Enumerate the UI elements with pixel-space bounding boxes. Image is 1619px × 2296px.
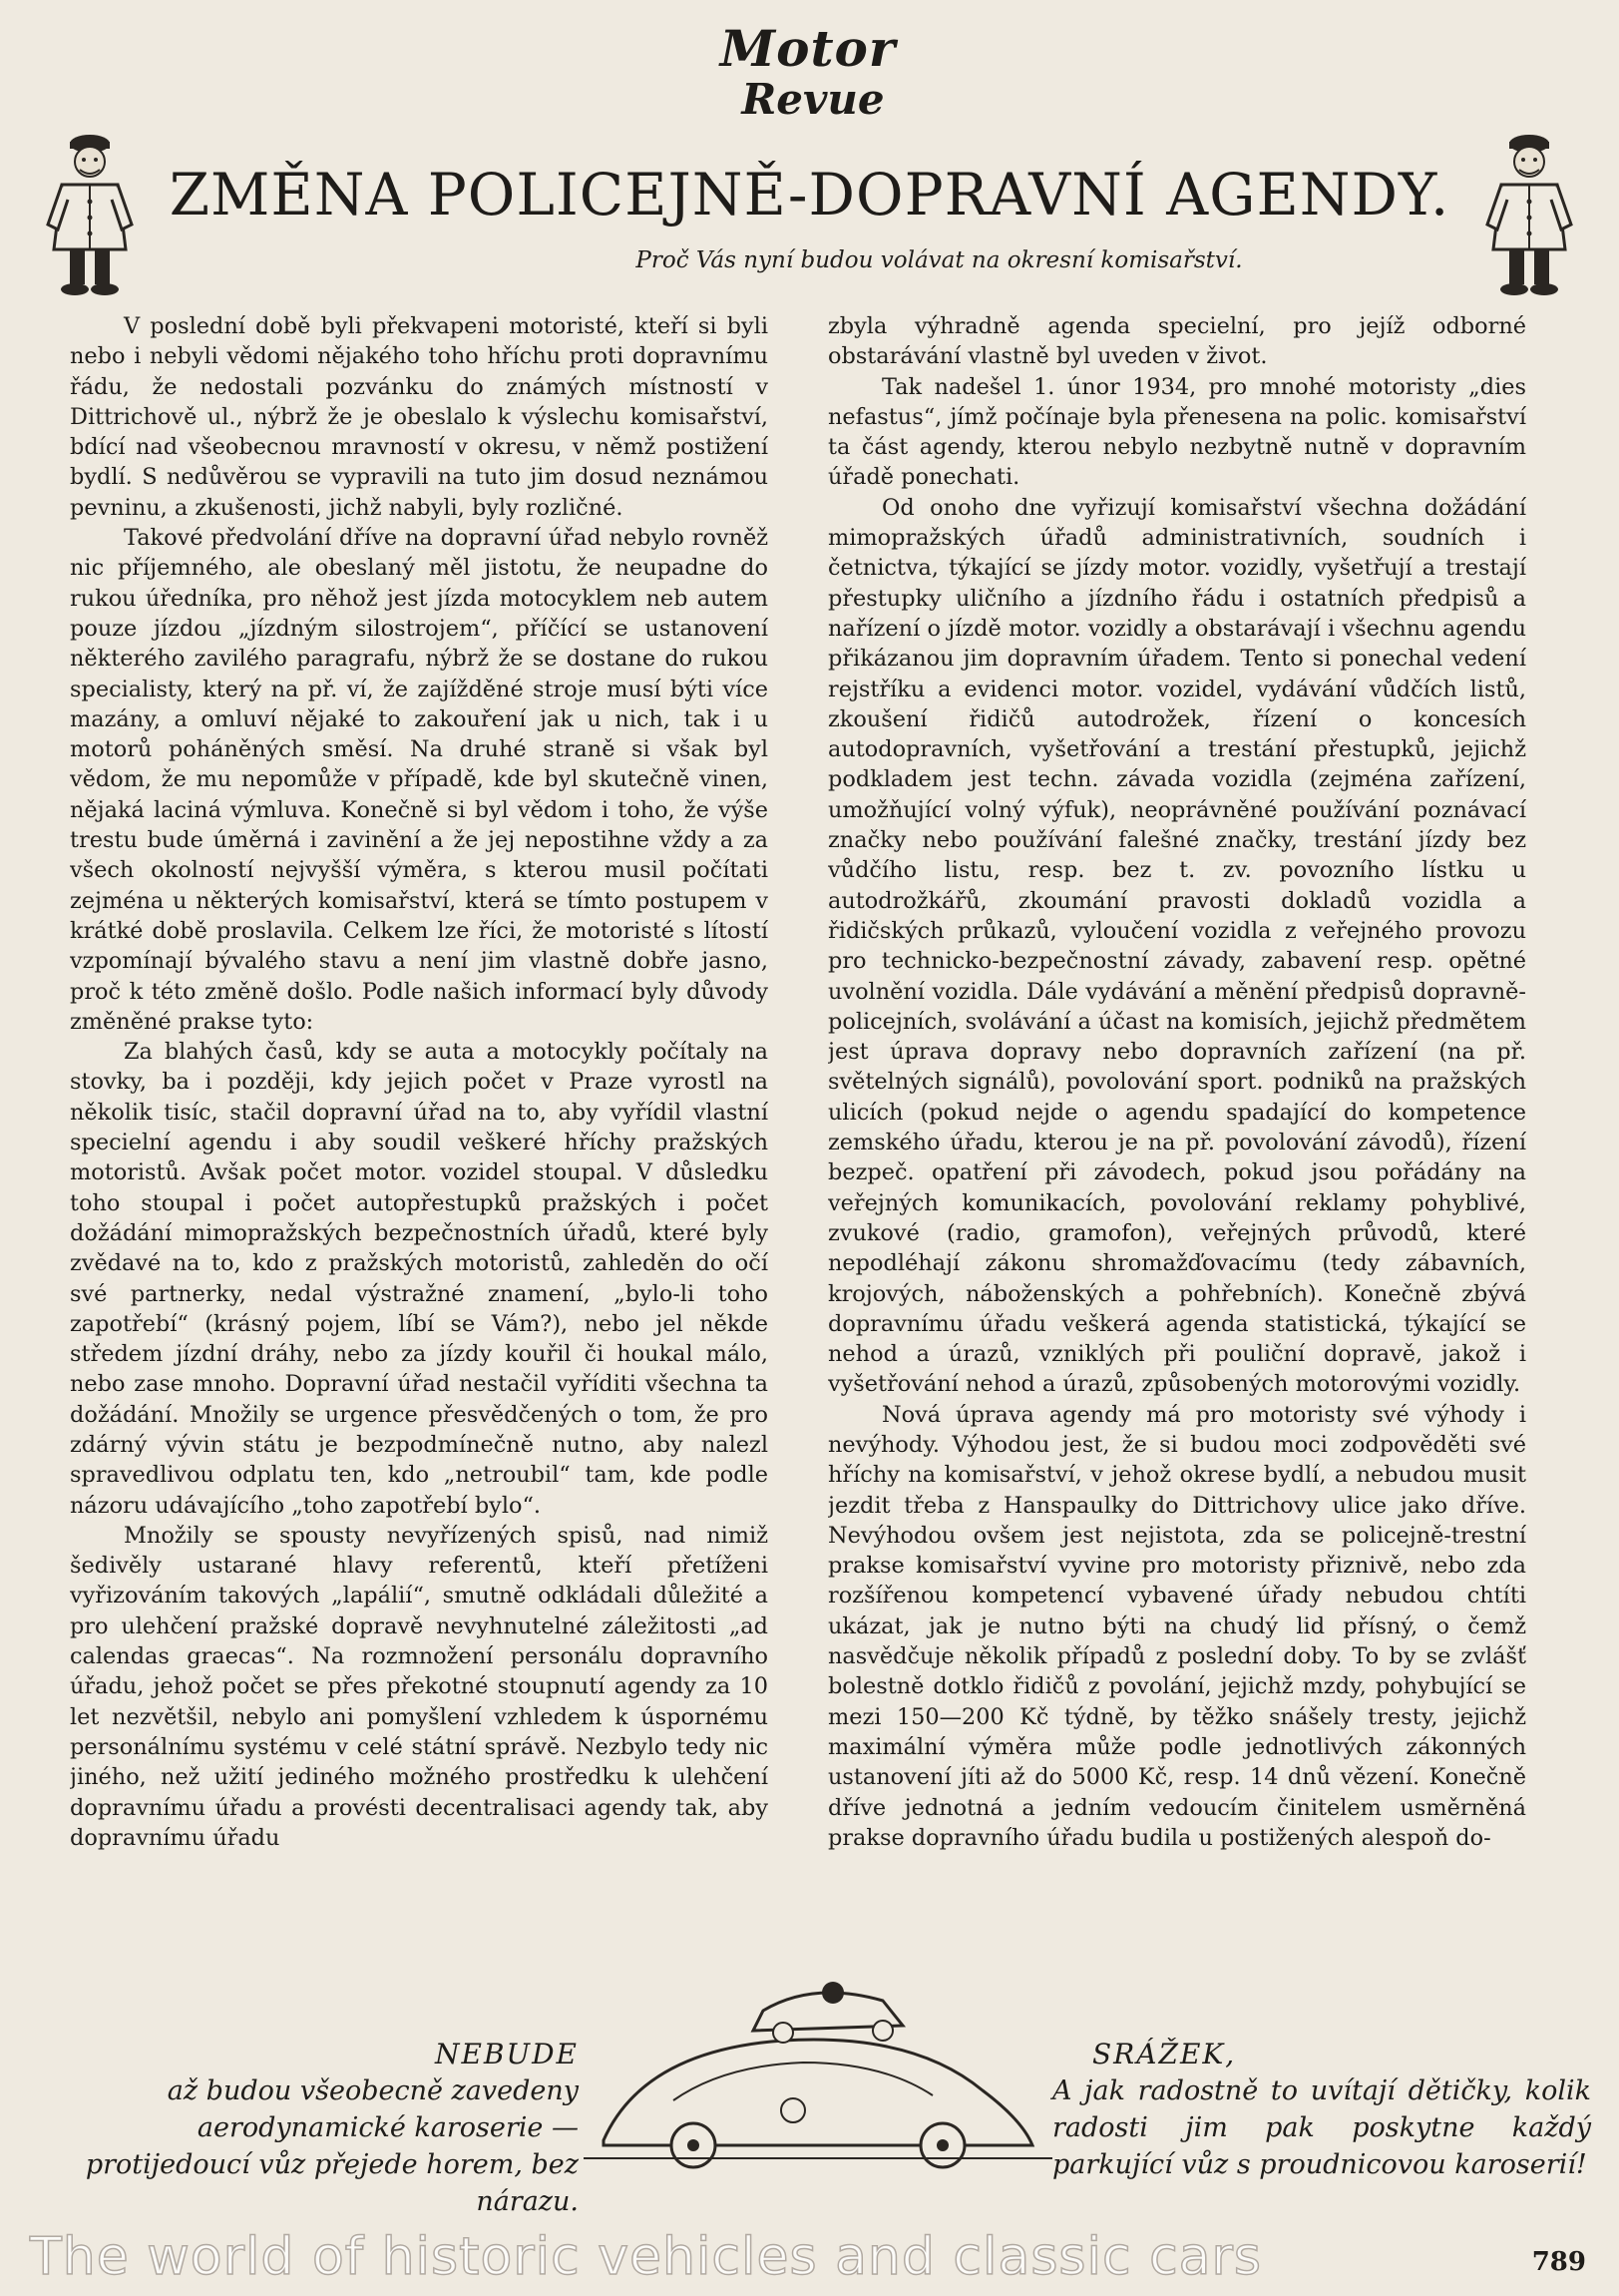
paragraph: zbyla výhradně agenda specielní, pro jejíž odborné obstarávání vlastně byl uveden v život. <box>828 313 1526 370</box>
paragraph: Tak nadešel 1. únor 1934, pro mnohé motoristy „dies nefastus“, jímž počínaje byla přenesena na polic. komisařství ta část agendy, kterou nebylo nezbytně nutně v dopravním úřadě ponechati. <box>828 373 1526 491</box>
logo-line-2: Revue <box>741 75 885 124</box>
website-watermark: The world of historic vehicles and classic cars <box>30 2227 1263 2287</box>
paragraph: Nová úprava agendy má pro motoristy své výhody i nevýhody. Výhodou jest, že si budou moci zodpověděti své hříchy na komisařství, v jehož okrese bydlí, a nebudou musit jezdit třeba z Hanspaulky do Dittrichovy ulice jako dříve. Nevýhodou ovšem jest nejistota, zda se policejně-trestní prakse komisařství vyvine pro motoristy přiznivě, nebo zda rozšířenou kompetencí vybavené úřady nebudou chtíti ukázat, jak je nutno býti na chudý lid přísný, o čemž nasvědčuje několik případů z poslední doby. To by se zvlášť bolestně dotklo řidičů z povolání, jejichž mzdy, pohybující se mezi 150—200 Kč týdně, by těžko snášely tresty, jejichž maximální výměra může podle jednotlivých zákonných ustanovení jíti až do 5000 Kč, resp. 14 dnů vězení. Konečně dříve jednotná a jedním vedoucím činitelem usměrněná prakse dopravního úřadu budila u postižených alespoň do- <box>828 1401 1526 1851</box>
paragraph: Takové předvolání dříve na dopravní úřad nebylo rovněž nic příjemného, ale obeslaný měl jistotu, že neupadne do rukou úředníka, pro něhož jest jízda motocyklem neb autem pouze jízdou „jízdným silostrojem“, příčící se ustanovení některého zavilého paragrafu, nýbrž že se dostane do rukou specialisty, který na př. ví, že zajížděné stroje musí býti více mazány, a omluví nějaké to zakouření jak u nich, tak i u motorů poháněných směsí. Na druhé straně si však byl vědom, že mu nepomůže v případě, kde byl skutečně vinen, nějaká laciná výmluva. Konečně si byl vědom i toho, že výše trestu bude úměrná i zavinění a že jej nepostihne vždy a za všech okolností nejvyšší výměra, s kterou musil počítati zejména u některých komisařství, která se tímto postupem v krátké době proslavila. Celkem lze říci, že motoristé s lítostí vzpomínají bývalého stavu a není jim vlastně dobře jasno, proč k této změně došlo. Podle našich informací byly důvody změněné prakse tyto: <box>70 525 768 1035</box>
motor-revue-logo <box>688 19 928 142</box>
logo-line-1: Motor <box>719 19 897 78</box>
article-subtitle: Proč Vás nyní budou volávat na okresní komisařství. <box>635 247 1243 273</box>
policeman-left-illustration <box>40 130 140 299</box>
cartoon-caption-right <box>1052 2036 1591 2183</box>
paragraph: Množily se spousty nevyřízených spisů, nad nimiž šedivěly ustarané hlavy referentů, kteří přetíženi vyřizováním takových „lapálií“, smutně odkládali důležité a pro ulehčení pražské dopravě nevyhnutelné záležitosti „ad calendas graecas“. Na rozmnožení personálu dopravního úřadu, jehož počet se přes překotné stoupnutí agendy za 10 let nezvětšil, nebylo ani pomyšlení vzhledem k úspornému personálnímu systému v celé státní správě. Nezbylo tedy nic jiného, než užití jediného možného prostředku k ulehčení dopravnímu úřadu a provésti decentralisaci agendy tak, aby dopravnímu úřadu <box>70 1522 768 1851</box>
caption-heading: NEBUDE <box>434 2038 579 2070</box>
policeman-right-illustration <box>1479 130 1579 299</box>
article-headline: ZMĚNA POLICEJNĚ-DOPRAVNÍ AGENDY. <box>169 161 1450 229</box>
aerodynamic-cars-cartoon <box>584 1971 1052 2180</box>
paragraph: Od onoho dne vyřizují komisařství všechna dožádání mimopražských úřadů administrativních, soudních i četnictva, týkající se jízdy motor. vozidly, vyšetřují a trestají přestupky uličního a jízdního řádu i ostatních předpisů a nařízení o jízdě motor. vozidly a obstarávají i všechnu agendu přikázanou jim dopravním úřadem. Tento si ponechal vedení rejstříku a evidenci motor. vozidel, vydávání vůdčích listů, zkoušení řidičů autodrožek, řízení o koncesích autodopravních, vyšetřování a trestání přestupků, jejichž podkladem jest techn. závada vozidla (zejména zařízení, umožňující volný výfuk), neoprávněné používání poznávací značky nebo používání falešné značky, trestání jízdy bez vůdčího listu, resp. bez t. zv. povozního lístku u autodrožkářů, zkoumání pravosti dokladů vozidla a řidičských průkazů, vyloučení vozidla z veřejného provozu pro technicko-bezpečnostní závady, zabavení resp. opětné uvolnění vozidla. Dále vydávání a měnění předpisů dopravně-policejních, svolávání a účast na komisích, jejichž předmětem jest úprava dopravy nebo dopravních zařízení (na př. světelných signálů), povolování sport. podniků na pražských ulicích (pokud nejde o agendu spadající do kompetence zemského úřadu, kterou je na př. povolování závodů), řízení bezpeč. opatření při závodech, pokud jsou pořádány na veřejných komunikacích, povolování reklamy pohyblivé, zvukové (radio, gramofon), veřejných průvodů, které nepodléhají zákonu shromažďovacímu (tedy zábavních, krojových, náboženských a pohřebních). Konečně zbývá dopravnímu úřadu veškerá agenda statistická, týkající se nehod a úrazů, vzniklých při pouliční dopravě, jakož i vyšetřování nehod a úrazů, způsobených motorovými vozidly. <box>828 494 1526 1398</box>
cartoon-caption-left <box>40 2036 579 2220</box>
paragraph: V poslední době byli překvapeni motoristé, kteří si byli nebo i nebyli vědomi nějakého toho hříchu proti dopravnímu řádu, že nedostali pozvánku do známých místností v Dittrichově ul., nýbrž že je obeslalo k výslechu komisařství, bdící nad všeobecnou mravností v okresu, v němž postižení bydlí. S nedůvěrou se vypravili na tuto jim dosud neznámou pevninu, a zkušenosti, jichž nabyli, byly rozličné. <box>70 313 768 521</box>
article-column-right <box>828 311 1526 2003</box>
page-number: 789 <box>1531 2247 1586 2277</box>
paragraph: Za blahých časů, kdy se auta a motocykly počítaly na stovky, ba i později, kdy jejich počet v Praze vyrostl na několik tisíc, stačil dopravní úřad na to, aby vyřídil vlastní specielní agendu i aby soudil veškeré hříchy pražských motoristů. Avšak počet motor. vozidel stoupal. V důsledku toho stoupal i počet autopřestupků pražských i počet dožádání mimopražských bezpečnostních úřadů, které byly zvědavé na to, kdo z pražských motoristů, zahleděn do očí své partnerky, nedal výstražné znamení, „bylo-li toho zapotřebí“ (krásný pojem, líbí se Vám?), nebo jel někde středem jízdní dráhy, nebo za jízdy kouřil či houkal málo, nebo zase mnoho. Dopravní úřad nestačil vyříditi všechna ta dožádání. Množily se urgence přesvědčených o tom, že pro zdárný vývin státu je bezpodmínečně nutno, aby nalezl spravedlivou odplatu ten, kdo „netroubil“ tam, kde podle názoru udávajícího „toho zapotřebí bylo“. <box>70 1039 768 1519</box>
caption-text: až budou všeobecně zavedeny aerodynamické karoserie — protijedoucí vůz přejede horem, bez nárazu. <box>85 2075 579 2217</box>
caption-text: A jak radostně to uvítají dětičky, kolik radosti jim pak poskytne každý parkující vůz s proudnicovou karoserií! <box>1052 2075 1591 2180</box>
caption-heading: SRÁŽEK, <box>1092 2038 1237 2070</box>
article-column-left <box>70 311 768 2003</box>
